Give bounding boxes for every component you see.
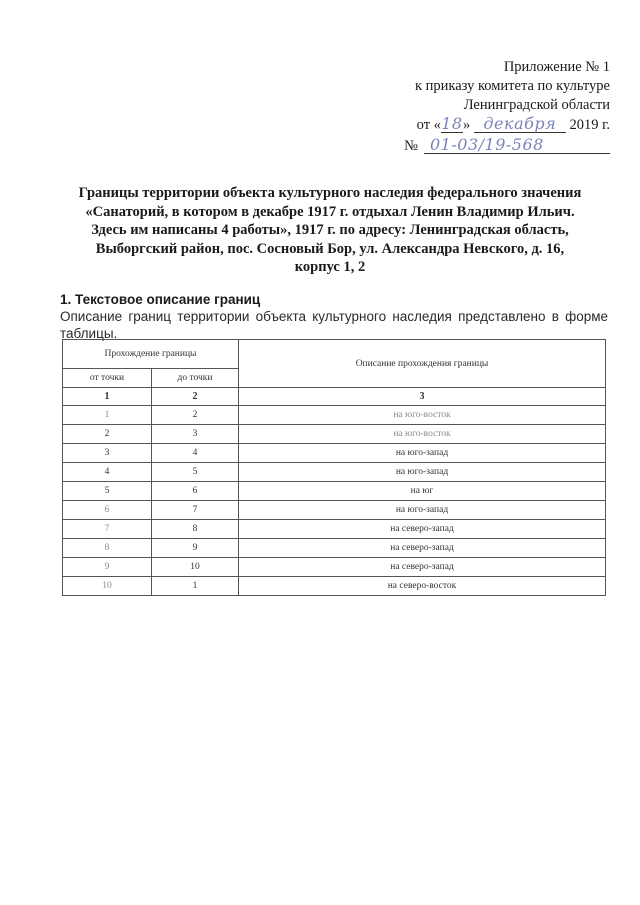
from-point-cell: 8 (63, 539, 152, 558)
column-number-1: 1 (63, 388, 152, 406)
table-row (63, 482, 606, 501)
appendix-date-line (404, 115, 610, 135)
table-row (63, 577, 606, 596)
direction-cell: на юго-восток (239, 425, 606, 444)
header-description: Описание прохождения границы (239, 340, 606, 388)
from-point-cell: 2 (63, 425, 152, 444)
direction-cell: на северо-запад (239, 539, 606, 558)
boundary-table (62, 339, 606, 596)
to-point-cell: 3 (152, 425, 239, 444)
table-row (63, 520, 606, 539)
table-row (63, 406, 606, 425)
title-line-1: Границы территории объекта культурного наследия федерального значения (78, 185, 582, 201)
to-point-cell: 6 (152, 482, 239, 501)
to-point-cell: 5 (152, 463, 239, 482)
from-point-cell: 10 (63, 577, 152, 596)
date-day-handwritten: 18 (441, 114, 463, 133)
title-line-5: корпус 1, 2 (294, 259, 366, 275)
header-boundary-passage: Прохождение границы (63, 340, 239, 369)
boundary-table-container (62, 339, 606, 596)
from-point-cell: 7 (63, 520, 152, 539)
appendix-order-line: к приказу комитета по культуре (414, 78, 610, 94)
date-month-handwritten: декабря (474, 115, 566, 133)
to-point-cell: 8 (152, 520, 239, 539)
to-point-cell: 1 (152, 577, 239, 596)
document-title (52, 184, 608, 277)
from-point-cell: 3 (63, 444, 152, 463)
appendix-number-line (404, 136, 610, 156)
to-point-cell: 10 (152, 558, 239, 577)
to-point-cell: 4 (152, 444, 239, 463)
direction-cell: на северо-запад (239, 520, 606, 539)
title-line-2: «Санаторий, в котором в декабре 1917 г. отдыхал Ленин Владимир Ильич. (85, 203, 575, 220)
direction-cell: на северо-запад (239, 558, 606, 577)
date-prefix: от « (416, 117, 441, 133)
table-row (63, 444, 606, 463)
direction-cell: на юг (239, 482, 606, 501)
table-row (63, 463, 606, 482)
date-year: 2019 г. (569, 117, 610, 133)
direction-cell: на северо-восток (239, 577, 606, 596)
from-point-cell: 6 (63, 501, 152, 520)
direction-cell: на юго-восток (239, 406, 606, 425)
direction-cell: на юго-запад (239, 463, 606, 482)
table-row (63, 425, 606, 444)
from-point-cell: 4 (63, 463, 152, 482)
number-label: № (404, 138, 418, 154)
section-heading: 1. Текстовое описание границ (60, 292, 261, 307)
to-point-cell: 7 (152, 501, 239, 520)
direction-cell: на юго-запад (239, 444, 606, 463)
appendix-region-line: Ленинградской области (463, 97, 610, 113)
title-line-4: Выборгский район, пос. Сосновый Бор, ул. Александра Невского, д. 16, (95, 240, 565, 257)
date-mid: » (462, 117, 471, 133)
from-point-cell: 1 (63, 406, 152, 425)
appendix-title: Приложение № 1 (503, 59, 610, 75)
section-intro: Описание границ территории объекта культурного наследия представлено в форме таблицы. (60, 309, 608, 341)
from-point-cell: 5 (63, 482, 152, 501)
to-point-cell: 2 (152, 406, 239, 425)
table-row (63, 539, 606, 558)
direction-cell: на юго-запад (239, 501, 606, 520)
header-from-point: от точки (63, 369, 152, 388)
header-to-point: до точки (152, 369, 239, 388)
table-row (63, 501, 606, 520)
table-row (63, 558, 606, 577)
title-line-3: Здесь им написаны 4 работы», 1917 г. по адресу: Ленинградская область, (91, 222, 569, 238)
number-handwritten: 01-03/19-568 (424, 136, 610, 154)
column-number-2: 2 (152, 388, 239, 406)
to-point-cell: 9 (152, 539, 239, 558)
from-point-cell: 9 (63, 558, 152, 577)
column-number-3: 3 (239, 388, 606, 406)
appendix-block (404, 58, 610, 156)
